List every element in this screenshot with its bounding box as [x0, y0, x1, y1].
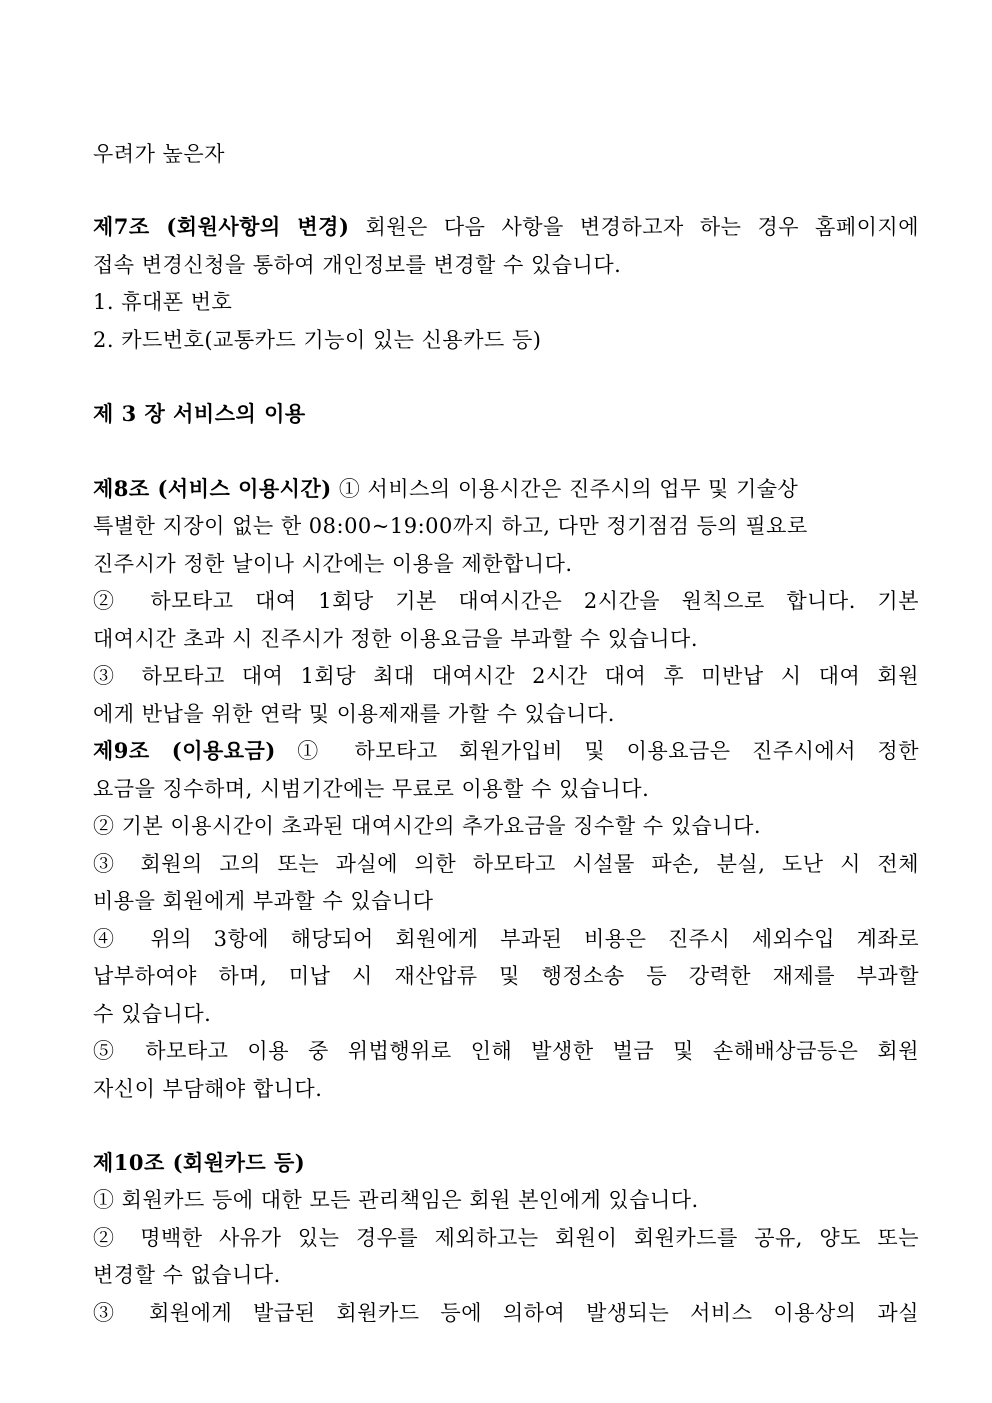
- list-item: 2. 카드번호(교통카드 기능이 있는 신용카드 등): [93, 328, 542, 352]
- text-line: ① 회원카드 등에 대한 모든 관리책임은 회원 본인에게 있습니다.: [93, 1188, 699, 1212]
- list-item: 1. 휴대폰 번호: [93, 290, 233, 314]
- article-7-line: [93, 213, 919, 241]
- text-line: ③ 회원의 고의 또는 과실에 의한 하모타고 시설물 파손, 분실, 도난 시 전체: [93, 852, 919, 876]
- text-line: 자신이 부담해야 합니다.: [93, 1077, 323, 1101]
- text-line: 특별한 지장이 없는 한 08:00~19:00까지 하고, 다만 정기점검 등의 필요로: [93, 514, 808, 538]
- text-line: 수 있습니다.: [93, 1002, 212, 1026]
- text-line: ⑤ 하모타고 이용 중 위법행위로 인해 발생한 벌금 및 손해배상금등은 회원: [93, 1039, 919, 1063]
- text-line: ③ 하모타고 대여 1회당 최대 대여시간 2시간 대여 후 미반납 시 대여 회원: [93, 664, 919, 688]
- text-line: ④ 위의 3항에 해당되어 회원에게 부과된 비용은 진주시 세외수입 계좌로: [93, 927, 919, 951]
- article-8-heading: 제8조 (서비스 이용시간): [93, 476, 332, 501]
- text-span: ① 하모타고 회원가입비 및 이용요금은 진주시에서 정한: [275, 739, 919, 763]
- article-9-line: [93, 737, 919, 765]
- text-line: ③ 회원에게 발급된 회원카드 등에 의하여 발생되는 서비스 이용상의 과실: [93, 1301, 919, 1325]
- text-line: 변경할 수 없습니다.: [93, 1263, 281, 1287]
- article-9-heading: 제9조 (이용요금): [93, 738, 276, 763]
- text-line: 진주시가 정한 날이나 시간에는 이용을 제한합니다.: [93, 552, 573, 576]
- chapter-3-heading: 제 3 장 서비스의 이용: [93, 401, 306, 426]
- text-line: 요금을 징수하며, 시범기간에는 무료로 이용할 수 있습니다.: [93, 777, 650, 801]
- text-line: 비용을 회원에게 부과할 수 있습니다: [93, 889, 434, 913]
- text-line: 우려가 높은자: [93, 142, 225, 166]
- text-line: 대여시간 초과 시 진주시가 정한 이용요금을 부과할 수 있습니다.: [93, 627, 699, 651]
- text-line: 접속 변경신청을 통하여 개인정보를 변경할 수 있습니다.: [93, 253, 622, 277]
- text-line: ② 기본 이용시간이 초과된 대여시간의 추가요금을 징수할 수 있습니다.: [93, 814, 762, 838]
- text-span: 회원은 다음 사항을 변경하고자 하는 경우 홈페이지에: [349, 215, 919, 239]
- text-line: 에게 반납을 위한 연락 및 이용제재를 가할 수 있습니다.: [93, 702, 615, 726]
- text-line: ② 하모타고 대여 1회당 기본 대여시간은 2시간을 원칙으로 합니다. 기본: [93, 589, 919, 613]
- text-line: ② 명백한 사유가 있는 경우를 제외하고는 회원이 회원카드를 공유, 양도 또는: [93, 1226, 919, 1250]
- text-line: 납부하여야 하며, 미납 시 재산압류 및 행정소송 등 강력한 재제를 부과할: [93, 964, 919, 988]
- text-span: ① 서비스의 이용시간은 진주시의 업무 및 기술상: [331, 477, 799, 501]
- article-7-heading: 제7조 (회원사항의 변경): [93, 214, 350, 239]
- article-8-line: [93, 475, 798, 503]
- article-10-heading: 제10조 (회원카드 등): [93, 1150, 306, 1175]
